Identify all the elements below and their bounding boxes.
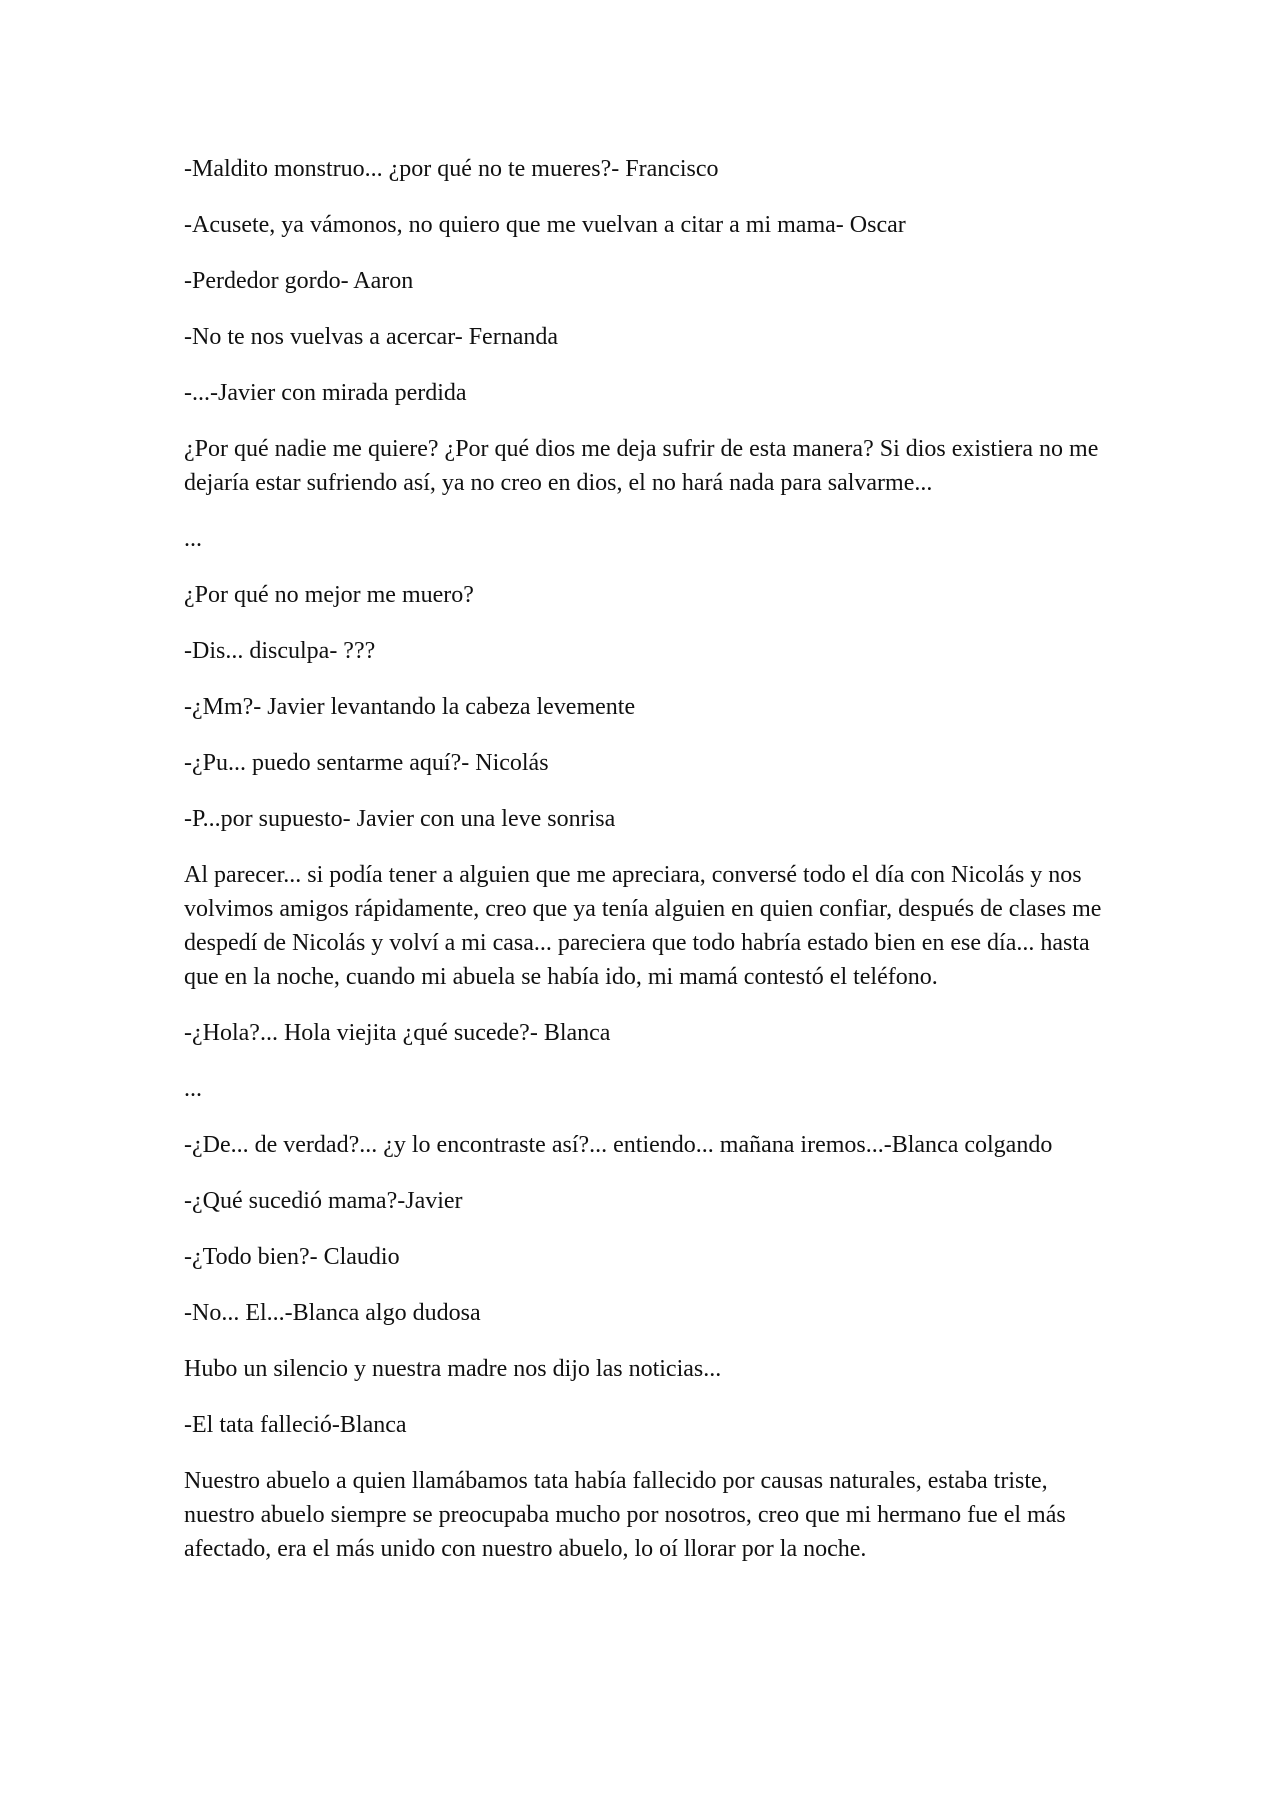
paragraph: -No... El...-Blanca algo dudosa bbox=[184, 1300, 481, 1326]
paragraph: -¿Hola?... Hola viejita ¿qué sucede?- Blanca bbox=[184, 1020, 611, 1046]
paragraph: -P...por supuesto- Javier con una leve sonrisa bbox=[184, 806, 616, 832]
paragraph: -¿De... de verdad?... ¿y lo encontraste así?... entiendo... mañana iremos...-Blanca colgando bbox=[184, 1132, 1053, 1158]
paragraph: Hubo un silencio y nuestra madre nos dijo las noticias... bbox=[184, 1356, 722, 1382]
paragraph: -¿Pu... puedo sentarme aquí?- Nicolás bbox=[184, 750, 549, 776]
document-body bbox=[184, 152, 1104, 1588]
paragraph: -Perdedor gordo- Aaron bbox=[184, 268, 414, 294]
paragraph: -¿Mm?- Javier levantando la cabeza levemente bbox=[184, 694, 636, 720]
paragraph: ... bbox=[184, 1076, 202, 1102]
paragraph: -¿Todo bien?- Claudio bbox=[184, 1244, 400, 1270]
paragraph: -Acusete, ya vámonos, no quiero que me vuelvan a citar a mi mama- Oscar bbox=[184, 212, 906, 238]
paragraph: -Maldito monstruo... ¿por qué no te mueres?- Francisco bbox=[184, 156, 719, 182]
paragraph: ¿Por qué no mejor me muero? bbox=[184, 582, 474, 608]
paragraph: ¿Por qué nadie me quiere? ¿Por qué dios me deja sufrir de esta manera? Si dios existiera no me dejaría estar sufriendo así, ya no creo en dios, el no hará nada para salvarme... bbox=[184, 436, 1099, 496]
paragraph: -Dis... disculpa- ??? bbox=[184, 638, 376, 664]
paragraph: ... bbox=[184, 526, 202, 552]
paragraph: -...-Javier con mirada perdida bbox=[184, 380, 467, 406]
paragraph: -¿Qué sucedió mama?-Javier bbox=[184, 1188, 463, 1214]
paragraph: -El tata falleció-Blanca bbox=[184, 1412, 407, 1438]
paragraph: Nuestro abuelo a quien llamábamos tata había fallecido por causas naturales, estaba triste, nuestro abuelo siempre se preocupaba mucho por nosotros, creo que mi hermano fue el más afectado, era el más unido con nuestro abuelo, lo oí llorar por la noche. bbox=[184, 1468, 1066, 1562]
paragraph: Al parecer... si podía tener a alguien que me apreciara, conversé todo el día con Nicolás y nos volvimos amigos rápidamente, creo que ya tenía alguien en quien confiar, después de clases me despedí de Nicolás y volví a mi casa... pareciera que todo habría estado bien en ese día... hasta que en la noche, cuando mi abuela se había ido, mi mamá contestó el teléfono. bbox=[184, 862, 1102, 990]
paragraph: -No te nos vuelvas a acercar- Fernanda bbox=[184, 324, 559, 350]
